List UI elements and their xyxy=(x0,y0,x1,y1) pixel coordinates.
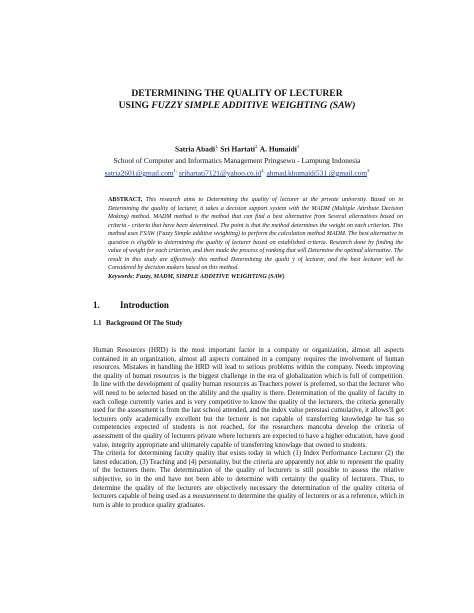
subsection-title: Background Of The Study xyxy=(106,320,183,327)
email-link-3[interactable]: ahmad.khumaidi531 @gmail.com xyxy=(266,168,368,178)
paper-title-line2 xyxy=(60,100,414,112)
abstract-label: ABSTRACT, xyxy=(108,197,143,203)
abstract xyxy=(108,196,403,281)
author-1-sup: 1, xyxy=(215,144,219,149)
email-3-sup: 3 xyxy=(367,168,370,173)
paper-title-line1: DETERMINING THE QUALITY OF LECTURER xyxy=(131,88,343,99)
email-list xyxy=(60,166,414,178)
title-prefix: USING xyxy=(118,100,152,111)
email-link-2[interactable]: srihartati7121@yahoo.co.id xyxy=(178,168,262,178)
paragraph-2 xyxy=(93,450,404,510)
section-heading-introduction xyxy=(93,300,169,310)
author-1: Satria Abadi xyxy=(175,144,216,154)
subsection-heading-background xyxy=(93,320,183,327)
author-2: Sri Hartati xyxy=(218,144,255,154)
section-title: Introduction xyxy=(120,300,169,310)
email-1-sup: 1, xyxy=(173,168,178,173)
email-2-sup: 2, xyxy=(261,168,265,173)
paragraph-2-part-1: The criteria for determining faculty quality that exists today in which (1) Index Performance Lecturer (2) the latest education, (3) Teaching and (4) personality, but the criteria are apparently not able to represent the quality of the lecturers there. The determination of the quality of lecturers is still possible to assess the relative subjective, so in the end have not been able to determine with certainty the quality of lecturers. Thus, to determine the quality of the lecturers are objectively necessary the determination of the quality criteria of lecturers capable of being used as a xyxy=(93,450,404,501)
subsection-number: 1.1 xyxy=(93,320,102,327)
title-italic: FUZZY SIMPLE ADDITIVE WEIGHTING (SAW) xyxy=(151,100,356,111)
keywords: Keywords: Fuzzy, MADM, SIMPLE ADDITIVE WEIGHTING (SAW) xyxy=(108,273,285,280)
author-list xyxy=(60,144,414,153)
author-3-sup: 3 xyxy=(296,144,299,149)
email-link-1[interactable]: satria2601@gmail.com xyxy=(104,168,174,178)
body-text xyxy=(93,347,404,510)
abstract-text: This research aims to Determining the quality of lecturer at the private university. Based on in Determining the quality of lecturer, it takes a decision support system with the MADM (Multiple Attribute Decision Making) method. MADM method is the method that can find a best alternative from Several alternatives based on criteria - criteria that have been determined. The point is that the method determines the weight on each criterion. This method uses FSAW (Fuzzy Simple additive weighting) to perform the calculation method MADM. The best alternative in question is eligible to determining the quality of lecturer based on established criteria. Research done by finding the value of weight for each criterion, and then made the process of ranking that will Determine the optimal alternative. The result in this study are affectively this method Determining the qualit y of lecturer, and the best lecturer will be Considered by decision makers based on this method. xyxy=(108,197,403,271)
affiliation: School of Computer and Informatics Management Pringsewu - Lampung Indonesia xyxy=(113,156,361,165)
author-3: A. Humaidi xyxy=(258,144,297,154)
paragraph-2-italic: measurement xyxy=(192,493,229,501)
paragraph-2-part-2: to determine the quality of lecturers or as a reference, which in turn is able to produce quality graduates. xyxy=(93,493,405,509)
paragraph-1: Human Resources (HRD) is the most important factor in a company or organization, almost all aspects contained in an organization, almost all aspects contained in a company requires the involvement of human resources. Mistakes in handling the HRD will lead to serious problems within the company. Needs improving the quality of human resources is the biggest challenge in the era of globalization which is full of competition. In line with the development of quality human resources as Teachers power is preferred, so that the lecturer who will need to be selected based on the ability and the quality is there. Determination of the quality of faculty in each college currently varies and is very competitive to know the quality of the lecturers, the criteria generally used for the assessment is from the last school attended, and the index value perestasi cumulative, it allows'll get lecturers only academically excellent but the lecturer is not capable of transferring knowledge he has so competencies expected of students is not reached, for the researchers mancoba develop the criteria of assessment of the quality of lecturers private where lecturers are expected to have a higher education, have good value, integrity appropriate and ultimately capable of transferring knowlage that owned to students. xyxy=(93,347,404,449)
author-2-sup: 2, xyxy=(254,144,259,149)
section-number: 1. xyxy=(93,300,100,310)
